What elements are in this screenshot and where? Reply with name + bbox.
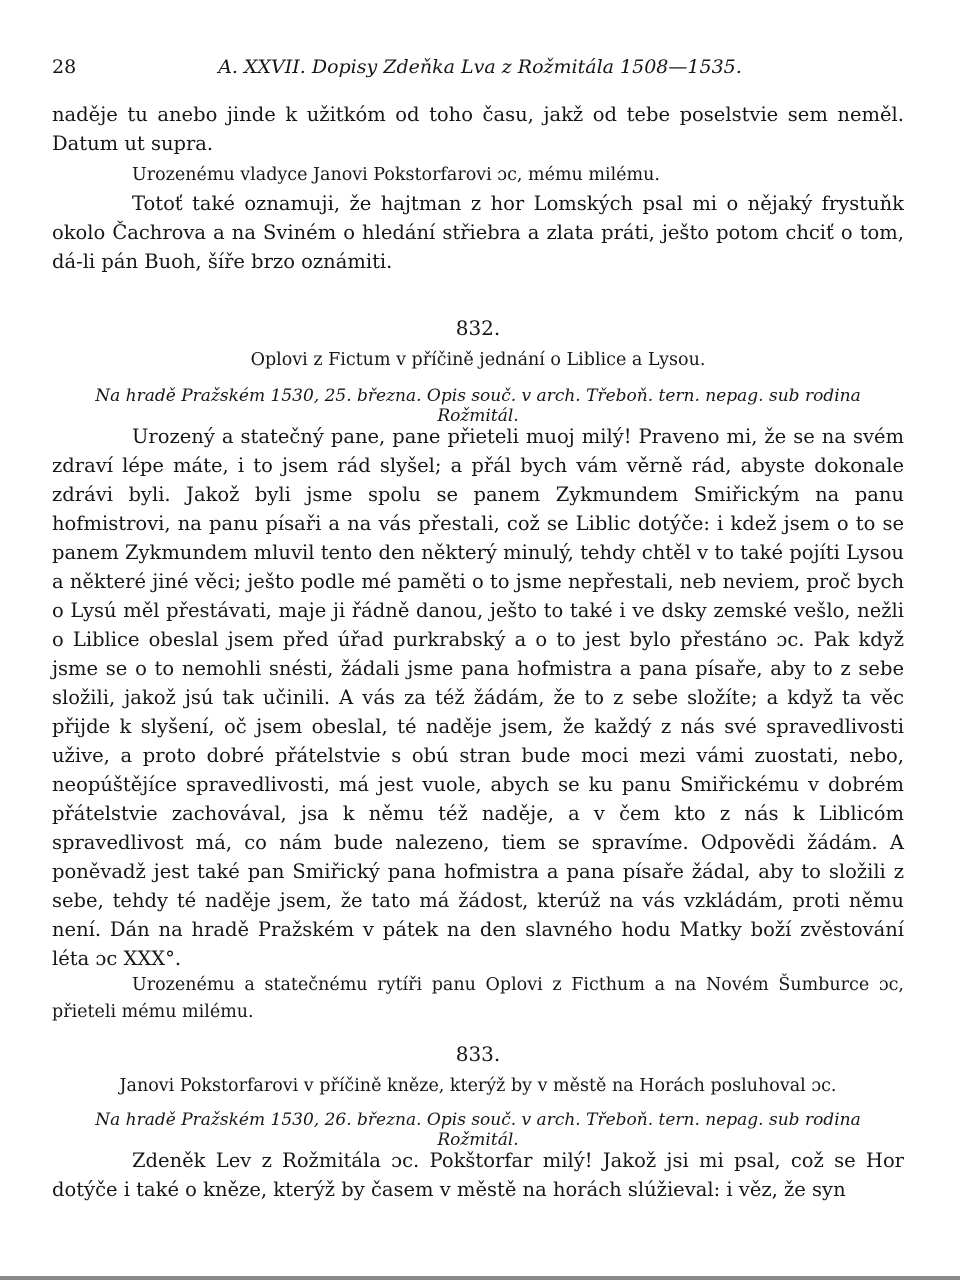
letter-833-body: Zdeněk Lev z Rožmitála ɔc. Pokštorfar milý! Jakož jsi mi psal, což se Hor dotýče i také o kněze, kterýž by časem v městě na horách slúžieval: i věz, že syn [52, 1149, 904, 1201]
letter-831-address-block [52, 162, 904, 276]
scan-bottom-edge [0, 1276, 960, 1280]
letter-833-title: Janovi Pokstorfarovi v příčině kněze, kterýž by v městě na Horách posluhoval ɔc. [119, 1076, 837, 1096]
page-number: 28 [52, 56, 77, 78]
running-title: A. XXVII. Dopisy Zdeňka Lva z Rožmitála 1508—1535. [218, 56, 742, 78]
letter-832-address: Urozenému a statečnému rytíři panu Oplovi z Ficthum a na Novém Šumburce ɔc, přieteli mému milému. [52, 975, 904, 1022]
continued-letter-text: naděje tu anebo jinde k užitkóm od toho času, jakž od tebe poselstvie sem neměl. Datum ut supra. [52, 103, 904, 155]
letter-831-salutation: Urozenému vladyce Janovi Pokstorfarovi ɔc, mému milému. [132, 165, 660, 185]
letter-832-body: Urozený a statečný pane, pane přieteli muoj milý! Praveno mi, že se na svém zdraví lépe máte, i to jsem rád slyšel; a přál bych vám věrně rád, abyste dokonale zdrávi byli. Jakož byli jsme spolu se panem Zykmundem Smiřickým na panu hofmistrovi, na panu písaři a na vás přestali, což se Liblic dotýče: i kdež jsem o to se panem Zykmundem mluvil tento den některý minulý, tehdy chtěl v to také pojíti Lysou a některé jiné věci; ješto podle mé paměti o to jsme nepřestali, neb neviem, proč bych o Lysú měl přestávati, maje ji řádně danou, ješto to také i ve dsky zemské vešlo, nežli o Liblice obeslal jsem před úřad purkrabský a o to jest bylo přestáno ɔc. Pak když jsme se o to nemohli snésti, žádali jsme pana hofmistra a pana písaře, aby to z sebe složili, jakož jsú tak učinili. A vás za též žádám, že to z sebe složíte; a když ta věc přijde k slyšení, oč jsem obeslal, té naděje jsem, že každý z nás své spravedlivosti užive, a proto dobré přátelstvie s obú stran bude moci mezi vámi zuostati, nebo, neopúštějíce spravedlivosti, má jest vuole, abych se ku panu Smiřickému v dobrém přátelstvie zachovával, jsa k němu též naděje, a v čem kto z nás k Liblicóm spravedlivost má, co nám bude nalezeno, tiem se spravíme. Odpovědi žádám. A poněvadž jest také pan Smiřický pana hofmistra a pana písaře žádal, aby to složili z sebe, tehdy té naděje jsem, že tato má žádost, kterúž na vás vzkládám, proti němu není. Dán na hradě Pražském v pátek na den slavného hodu Matky boží zvěstování léta ɔc XXX°. [52, 425, 904, 970]
letter-832-number: 832. [455, 316, 501, 340]
letter-833-number: 833. [455, 1042, 501, 1066]
running-header [52, 56, 908, 84]
letter-833-source: Na hradě Pražském 1530, 26. března. Opis souč. v arch. Třeboň. tern. nepag. sub rodina Rožmitál. [95, 1110, 861, 1150]
letter-832-source: Na hradě Pražském 1530, 25. března. Opis souč. v arch. Třeboň. tern. nepag. sub rodina Rožmitál. [95, 386, 861, 426]
letter-831-postscript: Totoť také oznamuji, že hajtman z hor Lomských psal mi o nějaký frystuňk okolo Čachrova a na Sviném o hledání střiebra a zlata práti, ješto potom chciť o tom, dá-li pán Buoh, šíře brzo oznámiti. [52, 192, 904, 273]
letter-832-title: Oplovi z Fictum v příčině jednání o Liblice a Lysou. [250, 350, 706, 370]
